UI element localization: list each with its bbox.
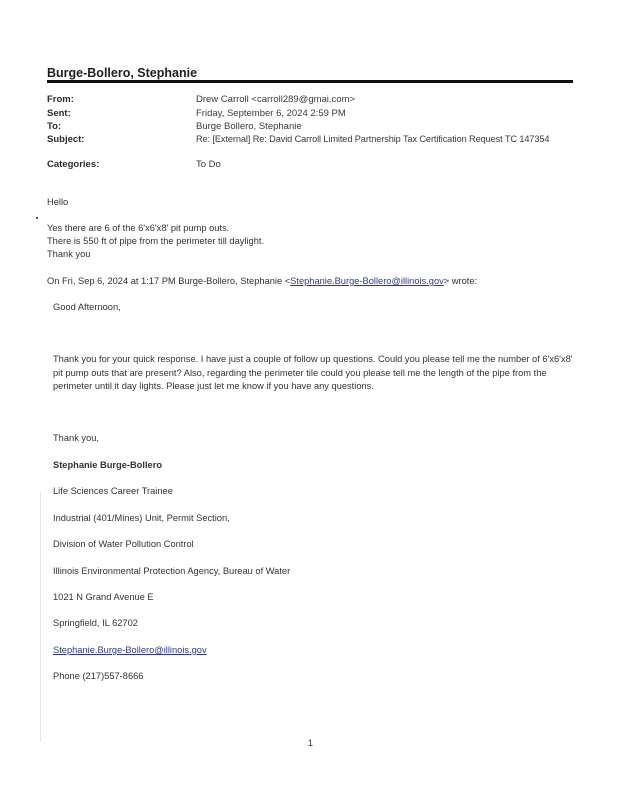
scan-speck	[36, 217, 38, 219]
quote-intro-email-link[interactable]: Stephanie.Burge-Bollero@illinois.gov	[290, 276, 444, 286]
signature-email-link[interactable]: Stephanie.Burge-Bollero@illinois.gov	[53, 645, 207, 655]
categories-value: To Do	[196, 159, 221, 170]
signature-phone: Phone (217)557-8666	[53, 671, 144, 681]
to-value: Burge Bollero, Stephanie	[196, 121, 302, 132]
signature-city: Springfield, IL 62702	[53, 618, 138, 628]
from-label: From:	[47, 94, 74, 105]
subject-value: Re: [External] Re: David Carroll Limited Partnership Tax Certification Request TC 147354	[196, 134, 550, 144]
signature-agency: Illinois Environmental Protection Agency, Bureau of Water	[53, 566, 291, 576]
sent-value: Friday, September 6, 2024 2:59 PM	[196, 108, 346, 119]
signature-division: Division of Water Pollution Control	[53, 539, 194, 549]
sender-name-title: Burge-Bollero, Stephanie	[47, 66, 198, 80]
header-divider	[47, 80, 573, 83]
quote-intro	[47, 276, 477, 286]
reply-line-2: There is 550 ft of pipe from the perimeter till daylight.	[47, 236, 265, 246]
signature-address: 1021 N Grand Avenue E	[53, 592, 154, 602]
signature-title: Life Sciences Career Trainee	[53, 486, 173, 496]
sent-label: Sent:	[47, 108, 71, 119]
quote-intro-after: > wrote:	[443, 276, 478, 286]
reply-line-1: Yes there are 6 of the 6'x6'x8' pit pump outs.	[47, 223, 230, 233]
signature-name: Stephanie Burge-Bollero	[53, 460, 162, 470]
subject-label: Subject:	[47, 134, 85, 145]
scan-margin-shadow	[40, 492, 41, 742]
reply-greeting: Hello	[47, 197, 69, 207]
categories-label: Categories:	[47, 159, 100, 170]
to-label: To:	[47, 121, 62, 132]
quote-intro-before: On Fri, Sep 6, 2024 at 1:17 PM Burge-Bollero, Stephanie <	[47, 276, 291, 286]
quoted-closing: Thank you,	[53, 433, 99, 443]
page-number: 1	[308, 738, 314, 748]
quoted-paragraph: Thank you for your quick response. I have just a couple of follow up questions. Could you please tell me the number of 6'x6'x8' pit pump outs that are present? Also, regarding the perimeter tile could you please tell me the length of the pipe from the perimeter until it day lights. Please just let me know if you have any questions.	[53, 354, 573, 391]
quoted-greeting: Good Afternoon,	[53, 302, 121, 312]
reply-line-3: Thank you	[47, 249, 91, 259]
from-value: Drew Carroll <carroll289@gmai.com>	[196, 94, 356, 105]
signature-unit: Industrial (401/Mines) Unit, Permit Section,	[53, 513, 230, 523]
